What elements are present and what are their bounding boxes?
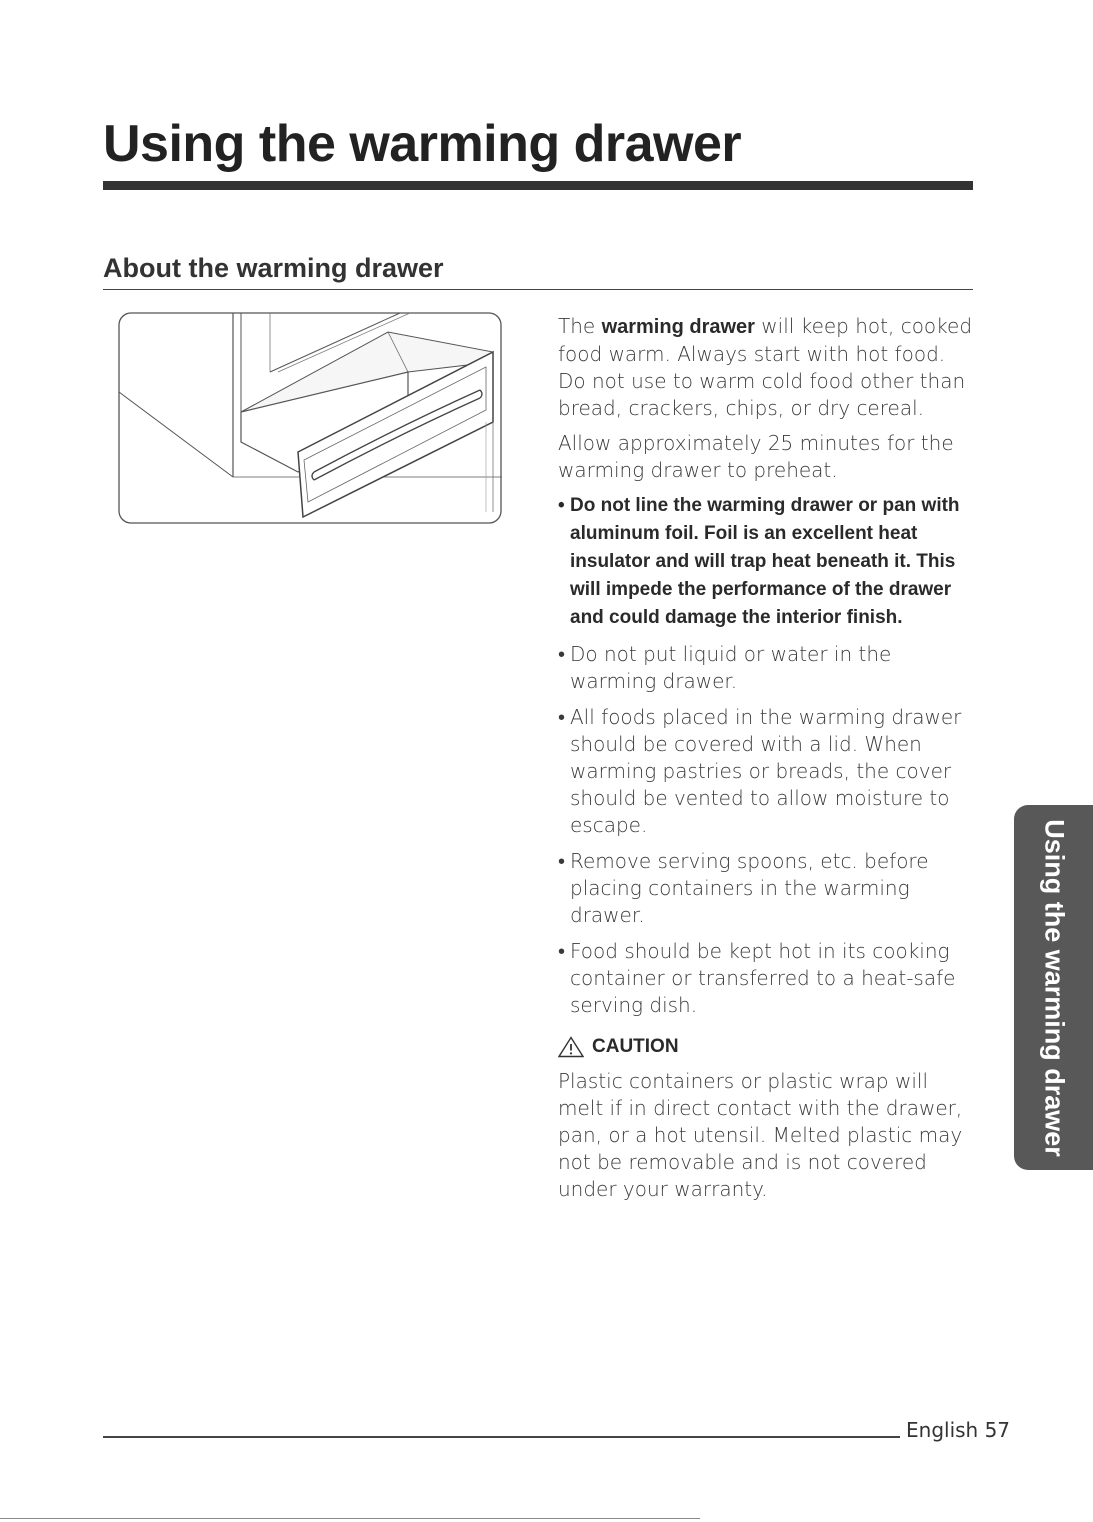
scan-edge-line <box>0 1518 700 1519</box>
section-underline <box>103 289 973 290</box>
list-item: • Do not line the warming drawer or pan with aluminum foil. Foil is an excellent heat insulator and will trap heat beneath it. This will impede the performance of the drawer and could damage the interior finish. <box>558 492 978 632</box>
list-item: • Food should be kept hot in its cooking container or transferred to a heat-safe serving dish. <box>558 938 978 1019</box>
list-item: • Remove serving spoons, etc. before placing containers in the warming drawer. <box>558 848 978 929</box>
warming-drawer-illustration <box>118 312 502 524</box>
footer-rule <box>103 1436 900 1438</box>
chapter-side-tab <box>1014 805 1093 1170</box>
page-number: English 57 <box>906 1418 1011 1442</box>
caution-text: Plastic containers or plastic wrap will melt if in direct contact with the drawer, pan, or a hot utensil. Melted plastic may not be removable and is not covered under your warranty. <box>558 1069 963 1201</box>
content-column <box>558 313 978 1211</box>
caution-label: CAUTION <box>592 1036 679 1057</box>
title-underline <box>103 181 973 190</box>
intro-paragraph: The warming drawer will keep hot, cooked food warm. Always start with hot food. Do not use to warm cold food other than bread, crackers, chips, or dry cereal. <box>558 314 973 420</box>
page-title: Using the warming drawer <box>103 115 742 173</box>
list-item: • All foods placed in the warming drawer should be covered with a lid. When warming pastries or breads, the cover should be vented to allow moisture to escape. <box>558 704 978 839</box>
warning-triangle-icon <box>558 1036 584 1058</box>
caution-heading <box>558 1033 978 1060</box>
warming-drawer-term: warming drawer <box>601 316 755 338</box>
instruction-list <box>558 492 978 1019</box>
list-item: • Do not put liquid or water in the warming drawer. <box>558 641 978 695</box>
preheat-paragraph: Allow approximately 25 minutes for the warming drawer to preheat. <box>558 431 954 482</box>
section-heading: About the warming drawer <box>103 253 444 283</box>
chapter-side-tab-label: Using the warming drawer <box>1039 818 1069 1157</box>
